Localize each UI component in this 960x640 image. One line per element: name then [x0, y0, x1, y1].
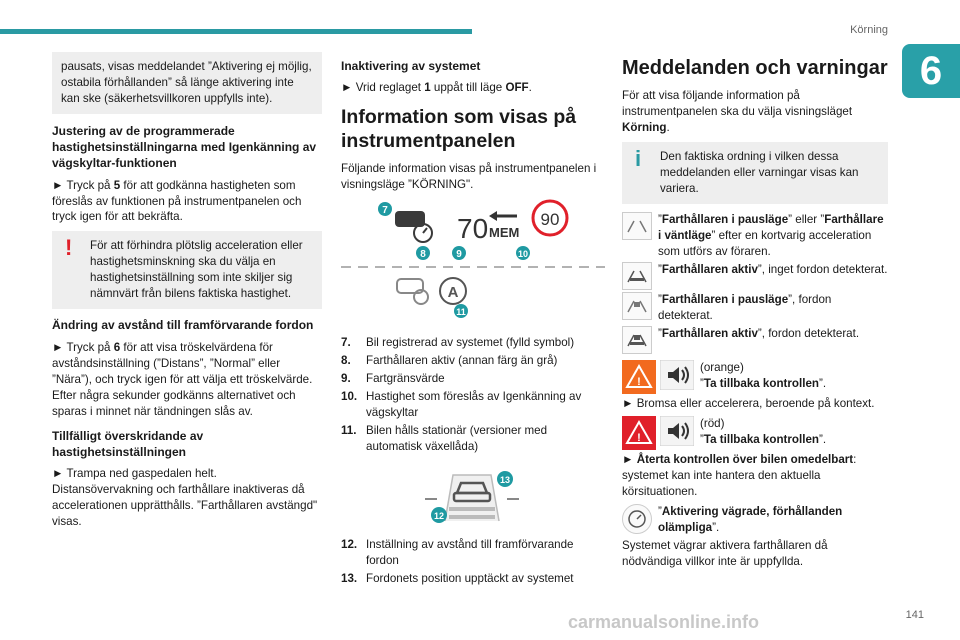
list-item: 7. Bil registrerad av systemet (fylld symbol) — [341, 335, 575, 349]
legend-list-1 — [341, 335, 605, 455]
mem-label: MEM — [489, 224, 520, 240]
svg-text:7: 7 — [382, 204, 388, 216]
heading-deactivate: Inaktivering av systemet — [341, 59, 481, 73]
list-item: 8. Farthållaren aktiv (annan färg än grå) — [341, 353, 558, 367]
msg-orange — [622, 360, 888, 394]
heading-adjust: Justering av de programmerade hastighetsinställningarna med Igenkänning av vägskyltar-funktionen — [52, 123, 317, 171]
orange-label: (orange) — [700, 360, 744, 374]
column-right — [622, 52, 888, 576]
car-speedometer-icon — [395, 211, 432, 242]
warning-icon: ! — [65, 235, 73, 261]
para-deactivate: ► Vrid reglaget 1 uppåt till läge OFF. — [341, 81, 532, 95]
list-item: 9. Fartgränsvärde — [341, 371, 445, 385]
column-middle — [341, 52, 605, 589]
road-car-active-icon — [622, 326, 652, 354]
para-distance-save: Efter några sekunder godkänns alternativet och sparas i minnet när tändningen slås av. — [52, 388, 296, 418]
orange-action: ► Bromsa eller accelerera, beroende på kontext. — [622, 396, 875, 410]
red-warning-icon — [622, 416, 656, 450]
list-item: 10. Hastighet som föreslås av Igenkänning av vägskyltar — [341, 389, 582, 419]
svg-text:13: 13 — [499, 474, 511, 485]
red-action: ► Återta kontrollen över bilen omedelbart: systemet kan inte hantera den aktuella körsituationen. — [622, 452, 857, 498]
svg-text:9: 9 — [456, 248, 462, 260]
header-accent-bar — [0, 29, 472, 34]
msg-refused: ”Aktivering vägrade, förhållanden olämpliga”. — [622, 504, 888, 536]
red-message: ”Ta tillbaka kontrollen”. — [700, 432, 827, 446]
speaker-icon — [660, 360, 694, 390]
para-exceed-b: Distansövervakning och farthållare inaktiveras då accelerationen upprätthålls. ”Farthållaren avstängd" visas. — [52, 482, 318, 528]
info-icon: i — [635, 145, 642, 171]
msg-active-nocar: ”Farthållaren aktiv”, inget fordon detekterat. — [622, 262, 888, 290]
road-lines-icon — [622, 212, 652, 240]
svg-text:!: ! — [637, 431, 641, 444]
svg-text:8: 8 — [420, 248, 426, 260]
chapter-badge: 6 — [902, 44, 960, 98]
warning-text: För att förhindra plötslig acceleration eller hastighetsminskning ska du välja en hastighetsinställning som inte skiljer sig nämnvärt från bilens faktiska hastighet. — [90, 239, 303, 301]
warning-box — [52, 231, 322, 309]
speed-limit-value: 90 — [540, 209, 560, 229]
msg-active-car: ”Farthållaren aktiv”, fordon detekterat. — [622, 326, 888, 354]
continued-box — [52, 52, 322, 114]
refused-text: Systemet vägrar aktivera farthållaren då nödvändiga villkor inte är uppfyllda. — [622, 538, 828, 568]
section-title: Körning — [850, 24, 888, 36]
orange-message: ”Ta tillbaka kontrollen”. — [700, 376, 827, 390]
para-distance: ► Tryck på 6 för att visa tröskelvärdena för avståndsinställning (”Distans”, ”Normal” eller ”Nära”), och tryck igen för att välja ett tröskelvärde. — [52, 340, 313, 386]
para-exceed-a: ► Trampa ned gaspedalen helt. — [52, 466, 217, 480]
road-active-icon — [622, 262, 652, 290]
distance-figure — [341, 463, 605, 533]
msg-red — [622, 416, 888, 450]
heading-messages: Meddelanden och varningar — [622, 57, 888, 79]
road-car-icon — [622, 292, 652, 320]
heading-info: Information som visas på instrumentpanelen — [341, 106, 577, 152]
para-adjust: ► Tryck på 5 för att godkänna hastigheten som föreslås av funktionen på instrumentpanelen och tryck igen för att bekräfta. — [52, 178, 302, 224]
cluster-figure — [341, 199, 605, 329]
svg-text:10: 10 — [517, 248, 529, 259]
list-item: 12. Inställning av avstånd till framförvarande fordon — [341, 537, 574, 567]
svg-text:11: 11 — [456, 306, 466, 317]
para-messages: För att visa följande information på instrumentpanelen ska du välja visningsläget Körning. — [622, 89, 853, 134]
orange-warning-icon — [622, 360, 656, 394]
svg-text:A: A — [447, 283, 459, 301]
box-text: pausats, visas meddelandet ”Aktivering ej möjlig, ostabila förhållanden” så länge aktivering inte kan ske (säkerhetsvillkoren uppfylls inte). — [61, 60, 312, 105]
watermark: carmanualsonline.info — [568, 612, 760, 632]
mem-arrow-icon — [489, 211, 517, 221]
car-outline-icon — [397, 279, 428, 304]
legend-list-2 — [341, 537, 605, 587]
list-item: 13. Fordonets position upptäckt av systemet — [341, 571, 574, 585]
page-number: 141 — [905, 609, 924, 621]
speaker-icon — [660, 416, 694, 446]
svg-text:!: ! — [637, 375, 641, 388]
msg-paused-car: ”Farthållaren i pausläge”, fordon detekterat. — [622, 292, 888, 324]
list-item: 11. Bilen hålls stationär (versioner med automatisk växellåda) — [341, 423, 548, 453]
info-box — [622, 142, 888, 204]
column-left — [52, 52, 322, 536]
cruise-refused-icon — [622, 504, 652, 534]
speed-value: 70 — [457, 212, 489, 244]
heading-exceed: Tillfälligt överskridande av hastighetsinställningen — [52, 428, 204, 459]
red-label: (röd) — [700, 416, 725, 430]
msg-paused: ”Farthållaren i pausläge” eller ”Farthållare i väntläge” efter en kortvarig acceleration som utförs av föraren. — [622, 212, 888, 260]
heading-distance: Ändring av avstånd till framförvarande fordon — [52, 318, 314, 333]
para-info: Följande information visas på instrumentpanelen i visningsläge ”KÖRNING". — [341, 161, 597, 191]
info-text: Den faktiska ordning i vilken dessa meddelanden eller varningar visas kan variera. — [660, 149, 859, 195]
svg-text:12: 12 — [433, 510, 445, 521]
